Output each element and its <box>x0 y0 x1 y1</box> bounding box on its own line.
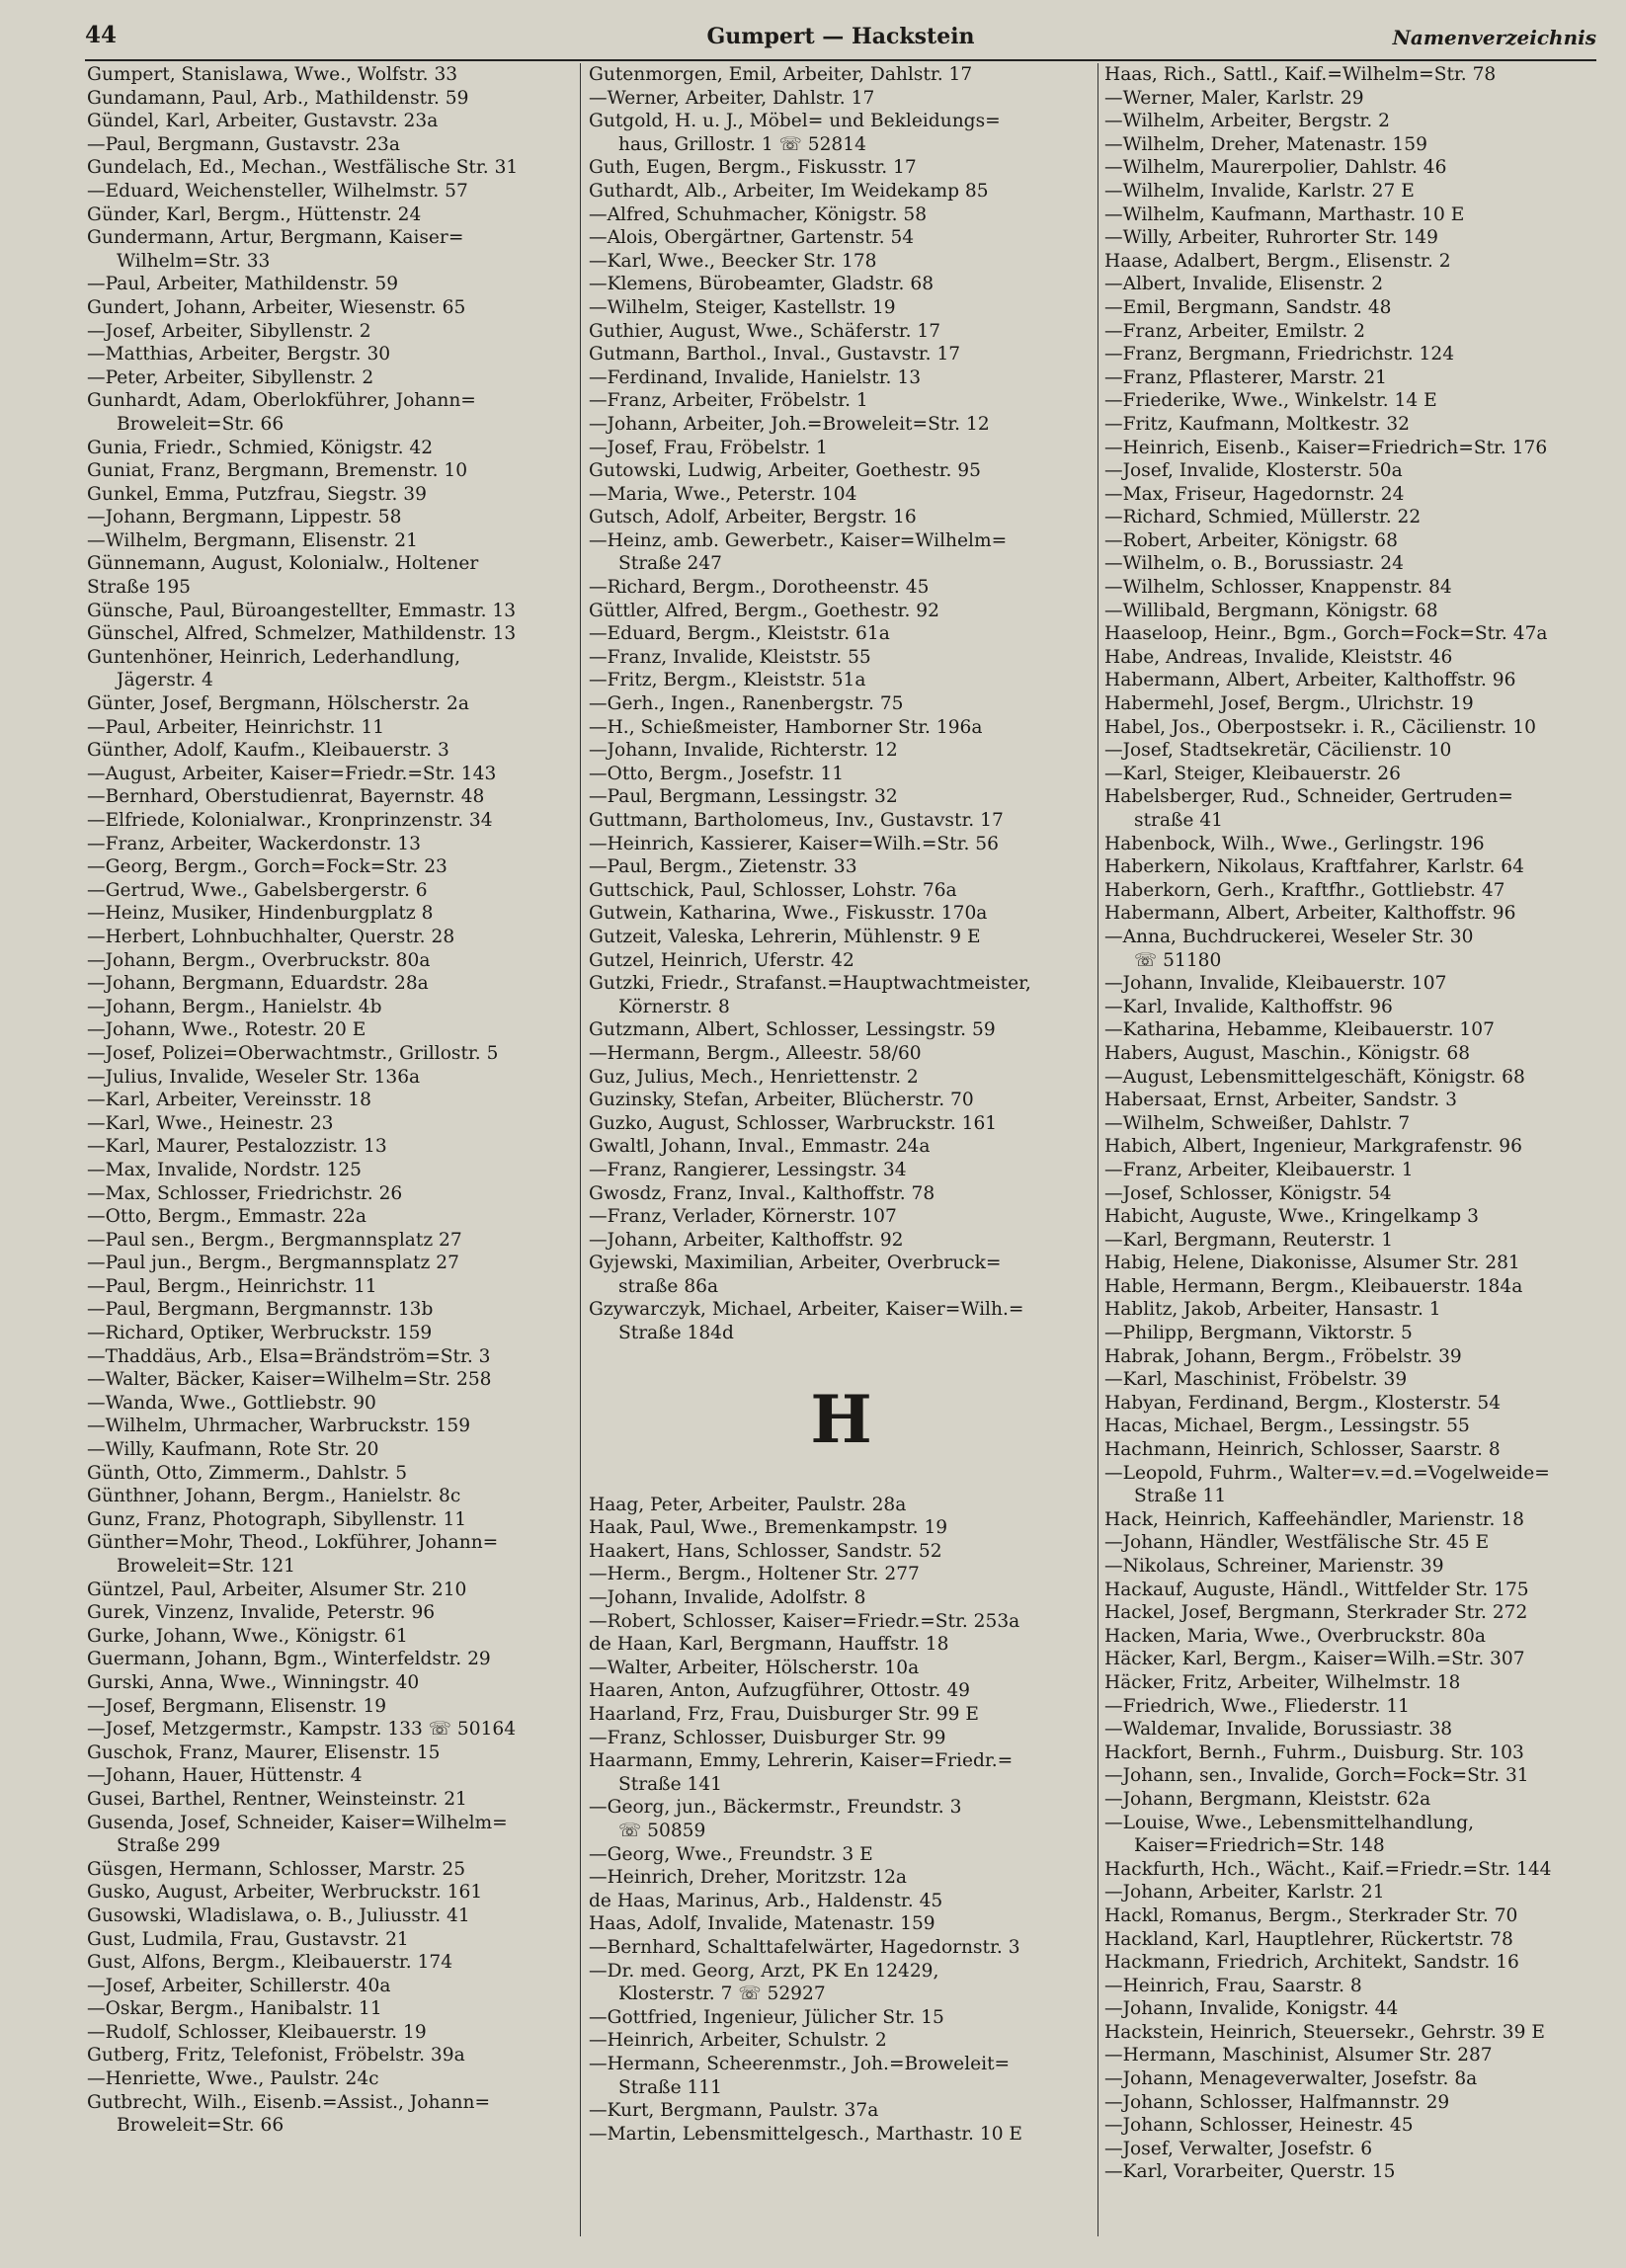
directory-entry: —Karl, Steiger, Kleibauerstr. 26 <box>1104 763 1401 784</box>
directory-entry: —Maria, Wwe., Peterstr. 104 <box>589 483 857 505</box>
directory-entry: —Thaddäus, Arb., Elsa=Brändström=Str. 3 <box>87 1345 491 1367</box>
directory-entry: Hackfurth, Hch., Wächt., Kaif.=Friedr.=Str. 144 <box>1104 1858 1552 1880</box>
directory-entry: Günsche, Paul, Büroangestellter, Emmastr. 13 <box>87 600 517 621</box>
directory-entry: —Henriette, Wwe., Paulstr. 24c <box>87 2068 379 2090</box>
column-1 <box>83 63 581 2236</box>
directory-entry: —Walter, Bäcker, Kaiser=Wilhelm=Str. 258 <box>87 1369 492 1391</box>
entry-list <box>1100 63 1612 2184</box>
directory-entry: Broweleit=Str. 121 <box>117 1556 295 1577</box>
directory-entry: straße 41 <box>1134 810 1223 831</box>
directory-entry: —Heinz, amb. Gewerbetr., Kaiser=Wilhelm= <box>589 529 1008 551</box>
directory-entry: Habe, Andreas, Invalide, Kleiststr. 46 <box>1104 646 1453 668</box>
directory-entry: —Johann, Menageverwalter, Josefstr. 8a <box>1104 2068 1478 2090</box>
directory-entry: Guthier, August, Wwe., Schäferstr. 17 <box>589 320 941 342</box>
directory-entry: —Franz, Bergmann, Friedrichstr. 124 <box>1104 344 1455 365</box>
column-2 <box>585 63 1098 2236</box>
directory-entry: Gutsch, Adolf, Arbeiter, Bergstr. 16 <box>589 507 917 528</box>
directory-entry: Haberkorn, Gerh., Kraftfhr., Gottliebstr. 47 <box>1104 879 1505 901</box>
directory-entry: Hachmann, Heinrich, Schlosser, Saarstr. 8 <box>1104 1439 1501 1461</box>
directory-entry: —Paul, Arbeiter, Mathildenstr. 59 <box>87 274 399 295</box>
directory-entry: —Josef, Bergmann, Elisenstr. 19 <box>87 1695 387 1717</box>
directory-entry: —Georg, jun., Bäckermstr., Freundstr. 3 <box>589 1797 962 1819</box>
directory-entry: Gunz, Franz, Photograph, Sibyllenstr. 11 <box>87 1508 467 1530</box>
directory-entry: —Hermann, Maschinist, Alsumer Str. 287 <box>1104 2045 1493 2066</box>
directory-entry: —Philipp, Bergmann, Viktorstr. 5 <box>1104 1323 1413 1344</box>
directory-entry: —Richard, Optiker, Werbruckstr. 159 <box>87 1323 433 1344</box>
directory-entry: Gust, Ludmila, Frau, Gustavstr. 21 <box>87 1928 409 1950</box>
entry-list <box>83 63 580 2138</box>
directory-entry: Gutmann, Barthol., Inval., Gustavstr. 17 <box>589 344 961 365</box>
directory-entry: Habyan, Ferdinand, Bergm., Klosterstr. 54 <box>1104 1392 1502 1414</box>
directory-entry: Guschok, Franz, Maurer, Elisenstr. 15 <box>87 1742 441 1763</box>
directory-entry: —Alois, Obergärtner, Gartenstr. 54 <box>589 227 915 249</box>
directory-entry: —Wilhelm, Invalide, Karlstr. 27 E <box>1104 180 1415 202</box>
page-number: 44 <box>85 22 118 48</box>
directory-entry: —Albert, Invalide, Elisenstr. 2 <box>1104 274 1384 295</box>
directory-entry: Gutzeit, Valeska, Lehrerin, Mühlenstr. 9 E <box>589 926 981 947</box>
directory-entry: —Karl, Bergmann, Reuterstr. 1 <box>1104 1229 1394 1251</box>
directory-entry: —Josef, Arbeiter, Sibyllenstr. 2 <box>87 320 371 342</box>
directory-entry: Habich, Albert, Ingenieur, Markgrafenstr. 96 <box>1104 1136 1522 1158</box>
directory-entry: Guz, Julius, Mech., Henriettenstr. 2 <box>589 1066 919 1088</box>
directory-entry: —Julius, Invalide, Weseler Str. 136a <box>87 1066 421 1088</box>
directory-entry: Hable, Hermann, Bergm., Kleibauerstr. 184a <box>1104 1275 1523 1297</box>
directory-entry: —Heinrich, Dreher, Moritzstr. 12a <box>589 1867 907 1889</box>
directory-entry: —Willibald, Bergmann, Königstr. 68 <box>1104 600 1438 621</box>
directory-entry: Gutenmorgen, Emil, Arbeiter, Dahlstr. 17 <box>589 64 973 85</box>
directory-entry: Gundelach, Ed., Mechan., Westfälische Str. 31 <box>87 157 519 179</box>
directory-entry: —Heinrich, Frau, Saarstr. 8 <box>1104 1975 1362 1996</box>
directory-entry: —Wilhelm, Maurerpolier, Dahlstr. 46 <box>1104 157 1447 179</box>
directory-entry: —Otto, Bergm., Josefstr. 11 <box>589 763 845 784</box>
directory-entry: Gyjewski, Maximilian, Arbeiter, Overbruck= <box>589 1253 1002 1274</box>
directory-entry: Klosterstr. 7 ☏ 52927 <box>618 1984 826 2005</box>
directory-entry: —Friederike, Wwe., Winkelstr. 14 E <box>1104 390 1437 412</box>
directory-entry: —Ferdinand, Invalide, Hanielstr. 13 <box>589 366 922 388</box>
directory-entry: ☏ 51180 <box>1134 949 1222 971</box>
directory-entry: —Gerh., Ingen., Ranenbergstr. 75 <box>589 693 904 715</box>
directory-entry: Güsgen, Hermann, Schlosser, Marstr. 25 <box>87 1858 466 1880</box>
directory-entry: Habenbock, Wilh., Wwe., Gerlingstr. 196 <box>1104 833 1485 854</box>
directory-entry: Guzinsky, Stefan, Arbeiter, Blücherstr. 70 <box>589 1090 974 1111</box>
directory-entry: haus, Grillostr. 1 ☏ 52814 <box>618 133 866 155</box>
directory-entry: —Alfred, Schuhmacher, Königstr. 58 <box>589 203 928 225</box>
directory-entry: Gwosdz, Franz, Inval., Kalthoffstr. 78 <box>589 1182 935 1204</box>
directory-entry: —Max, Friseur, Hagedornstr. 24 <box>1104 483 1405 505</box>
directory-entry: Haakert, Hans, Schlosser, Sandstr. 52 <box>589 1540 942 1562</box>
directory-entry: —Richard, Bergm., Dorotheenstr. 45 <box>589 577 930 599</box>
directory-entry: Häcker, Fritz, Arbeiter, Wilhelmstr. 18 <box>1104 1671 1461 1693</box>
directory-entry: Gutberg, Fritz, Telefonist, Fröbelstr. 39a <box>87 2045 465 2066</box>
directory-entry: Haarland, Frz, Frau, Duisburger Str. 99 E <box>589 1704 979 1725</box>
directory-entry: —Fritz, Bergm., Kleiststr. 51a <box>589 670 866 691</box>
directory-entry: —Anna, Buchdruckerei, Weseler Str. 30 <box>1104 926 1474 947</box>
directory-entry: —Karl, Wwe., Beecker Str. 178 <box>589 250 877 272</box>
directory-entry: Hack, Heinrich, Kaffeehändler, Marienstr. 18 <box>1104 1508 1525 1530</box>
directory-entry: —Franz, Pflasterer, Marstr. 21 <box>1104 366 1387 388</box>
directory-entry: Habel, Jos., Oberpostsekr. i. R., Cäcilienstr. 10 <box>1104 716 1536 738</box>
directory-entry: Gutowski, Ludwig, Arbeiter, Goethestr. 95 <box>589 460 981 482</box>
directory-entry: —Peter, Arbeiter, Sibyllenstr. 2 <box>87 366 374 388</box>
directory-entry: Günthner, Johann, Bergm., Hanielstr. 8c <box>87 1486 461 1507</box>
directory-entry: —Oskar, Bergm., Hanibalstr. 11 <box>87 1998 382 2020</box>
directory-entry: Gusowski, Wladislawa, o. B., Juliusstr. 41 <box>87 1904 470 1926</box>
directory-entry: Hackel, Josef, Bergmann, Sterkrader Str. 272 <box>1104 1602 1528 1624</box>
directory-entry: Habrak, Johann, Bergm., Fröbelstr. 39 <box>1104 1345 1462 1367</box>
directory-entry: —Johann, Wwe., Rotestr. 20 E <box>87 1019 366 1041</box>
directory-entry: Habermann, Albert, Arbeiter, Kalthoffstr. 96 <box>1104 903 1516 925</box>
directory-entry: Gwaltl, Johann, Inval., Emmastr. 24a <box>589 1136 931 1158</box>
directory-entry: —Wilhelm, Steiger, Kastellstr. 19 <box>589 296 896 318</box>
directory-entry: —Johann, Bergmann, Eduardstr. 28a <box>87 973 429 995</box>
directory-entry: Haaseloop, Heinr., Bgm., Gorch=Fock=Str. 47a <box>1104 623 1548 645</box>
directory-entry: Straße 195 <box>87 577 192 599</box>
directory-entry: —Franz, Arbeiter, Fröbelstr. 1 <box>589 390 868 412</box>
directory-entry: —Karl, Wwe., Heinestr. 23 <box>87 1112 334 1134</box>
directory-entry: Gzywarczyk, Michael, Arbeiter, Kaiser=Wilh.= <box>589 1299 1024 1321</box>
directory-entry: —Kurt, Bergmann, Paulstr. 37a <box>589 2100 879 2122</box>
directory-entry: —Johann, Invalide, Adolfstr. 8 <box>589 1587 866 1609</box>
directory-entry: Haase, Adalbert, Bergm., Elisenstr. 2 <box>1104 250 1451 272</box>
directory-entry: —Karl, Vorarbeiter, Querstr. 15 <box>1104 2161 1396 2183</box>
directory-entry: —Elfriede, Kolonialwar., Kronprinzenstr. 34 <box>87 810 493 831</box>
directory-entry: —Louise, Wwe., Lebensmittelhandlung, <box>1104 1812 1475 1833</box>
page-header <box>85 20 1596 61</box>
directory-entry: —Walter, Arbeiter, Hölscherstr. 10a <box>589 1657 920 1678</box>
directory-entry: Gundermann, Artur, Bergmann, Kaiser= <box>87 227 464 249</box>
directory-entry: —Karl, Arbeiter, Vereinsstr. 18 <box>87 1090 371 1111</box>
directory-entry: —Wilhelm, Schlosser, Knappenstr. 84 <box>1104 577 1452 599</box>
directory-entry: Günther=Mohr, Theod., Lokführer, Johann= <box>87 1532 499 1554</box>
directory-entry: ☏ 50859 <box>618 1820 706 1841</box>
directory-entry: —Johann, Arbeiter, Karlstr. 21 <box>1104 1882 1385 1904</box>
directory-entry: —Emil, Bergmann, Sandstr. 48 <box>1104 296 1392 318</box>
directory-entry: —Rudolf, Schlosser, Kleibauerstr. 19 <box>87 2021 427 2043</box>
directory-entry: Gundamann, Paul, Arb., Mathildenstr. 59 <box>87 87 469 109</box>
directory-entry: Habersaat, Ernst, Arbeiter, Sandstr. 3 <box>1104 1090 1457 1111</box>
directory-entry: Güntzel, Paul, Arbeiter, Alsumer Str. 210 <box>87 1579 467 1600</box>
directory-entry: —Bernhard, Schalttafelwärter, Hagedornstr. 3 <box>589 1936 1020 1958</box>
directory-entry: Gutzel, Heinrich, Uferstr. 42 <box>589 949 854 971</box>
directory-entry: Straße 111 <box>618 2076 723 2098</box>
directory-entry: —Martin, Lebensmittelgesch., Marthastr. 10 E <box>589 2123 1023 2145</box>
directory-entry: —Johann, sen., Invalide, Gorch=Fock=Str. 31 <box>1104 1765 1529 1787</box>
directory-entry: Guniat, Franz, Bergmann, Bremenstr. 10 <box>87 460 468 482</box>
directory-entry: —Franz, Arbeiter, Wackerdonstr. 13 <box>87 833 421 854</box>
directory-entry: Guzko, August, Schlosser, Warbruckstr. 161 <box>589 1112 998 1134</box>
directory-entry: Haak, Paul, Wwe., Bremenkampstr. 19 <box>589 1517 948 1539</box>
directory-entry: —Georg, Wwe., Freundstr. 3 E <box>589 1843 873 1865</box>
directory-entry: —Hermann, Scheerenmstr., Joh.=Broweleit= <box>589 2053 1011 2074</box>
directory-entry: —Klemens, Bürobeamter, Gladstr. 68 <box>589 274 935 295</box>
directory-entry: —Wilhelm, Arbeiter, Bergstr. 2 <box>1104 111 1390 132</box>
directory-entry: —Josef, Schlosser, Königstr. 54 <box>1104 1182 1392 1204</box>
directory-entry: Guntenhöner, Heinrich, Lederhandlung, <box>87 646 461 668</box>
directory-entry: —Paul, Bergm., Zietenstr. 33 <box>589 856 857 878</box>
directory-entry: Gurke, Johann, Wwe., Königstr. 61 <box>87 1625 408 1647</box>
directory-entry: Habig, Helene, Diakonisse, Alsumer Str. 281 <box>1104 1253 1520 1274</box>
directory-entry: de Haas, Marinus, Arb., Haldenstr. 45 <box>589 1890 943 1911</box>
directory-entry: Güttler, Alfred, Bergm., Goethestr. 92 <box>589 600 939 621</box>
directory-entry: —Heinrich, Kassierer, Kaiser=Wilh.=Str. 56 <box>589 833 999 854</box>
directory-entry: —Fritz, Kaufmann, Moltkestr. 32 <box>1104 413 1411 435</box>
directory-entry: Gurski, Anna, Wwe., Winningstr. 40 <box>87 1671 420 1693</box>
directory-entry: Gutzki, Friedr., Strafanst.=Hauptwachtmeister, <box>589 973 1031 995</box>
directory-entry: —Friedrich, Wwe., Fliederstr. 11 <box>1104 1695 1410 1717</box>
directory-entry: Habers, August, Maschin., Königstr. 68 <box>1104 1042 1471 1064</box>
directory-entry: —Franz, Verlader, Körnerstr. 107 <box>589 1206 897 1228</box>
directory-entry: —Josef, Invalide, Klosterstr. 50a <box>1104 460 1403 482</box>
directory-entry: —Wilhelm, Kaufmann, Marthastr. 10 E <box>1104 203 1465 225</box>
directory-entry: Broweleit=Str. 66 <box>117 2115 285 2137</box>
directory-entry: —Johann, Arbeiter, Joh.=Broweleit=Str. 12 <box>589 413 990 435</box>
directory-entry: Haas, Rich., Sattl., Kaif.=Wilhelm=Str. 78 <box>1104 64 1497 85</box>
directory-entry: Haas, Adolf, Invalide, Matenastr. 159 <box>589 1913 935 1935</box>
directory-entry: —Heinrich, Arbeiter, Schulstr. 2 <box>589 2030 887 2052</box>
directory-entry: —Johann, Invalide, Konigstr. 44 <box>1104 1998 1399 2020</box>
directory-entry: —Wilhelm, Schweißer, Dahlstr. 7 <box>1104 1112 1411 1134</box>
directory-entry: —Werner, Maler, Karlstr. 29 <box>1104 87 1364 109</box>
directory-entry: Guthardt, Alb., Arbeiter, Im Weidekamp 85 <box>589 180 989 202</box>
directory-entry: —Georg, Bergm., Gorch=Fock=Str. 23 <box>87 856 447 878</box>
directory-entry: Gutzmann, Albert, Schlosser, Lessingstr. 59 <box>589 1019 996 1041</box>
directory-entry: Günter, Josef, Bergmann, Hölscherstr. 2a <box>87 693 469 715</box>
directory-entry: Gusenda, Josef, Schneider, Kaiser=Wilhelm= <box>87 1812 508 1833</box>
directory-entry: Habermehl, Josef, Bergm., Ulrichstr. 19 <box>1104 693 1474 715</box>
directory-entry: Hackland, Karl, Hauptlehrer, Rückertstr. 78 <box>1104 1928 1513 1950</box>
directory-entry: —Josef, Polizei=Oberwachtmstr., Grillostr. 5 <box>87 1042 499 1064</box>
directory-entry: —Paul, Bergm., Heinrichstr. 11 <box>87 1275 377 1297</box>
directory-entry: —August, Lebensmittelgeschäft, Königstr. 68 <box>1104 1066 1525 1088</box>
directory-entry: Hackmann, Friedrich, Architekt, Sandstr. 16 <box>1104 1952 1519 1974</box>
directory-entry: —Paul sen., Bergm., Bergmannsplatz 27 <box>87 1229 462 1251</box>
directory-entry: Straße 247 <box>618 553 723 575</box>
directory-entry: —Karl, Invalide, Kalthoffstr. 96 <box>1104 996 1393 1017</box>
directory-entry: Straße 299 <box>117 1835 221 1857</box>
directory-entry: Hackl, Romanus, Bergm., Sterkrader Str. 70 <box>1104 1904 1518 1926</box>
directory-entry: Haaren, Anton, Aufzugführer, Ottostr. 49 <box>589 1680 971 1702</box>
directory-entry: Straße 184d <box>618 1323 734 1344</box>
directory-entry: —Dr. med. Georg, Arzt, PK En 12429, <box>589 1960 939 1982</box>
directory-entry: Gutbrecht, Wilh., Eisenb.=Assist., Johann= <box>87 2091 491 2113</box>
directory-entry: —H., Schießmeister, Hamborner Str. 196a <box>589 716 983 738</box>
directory-entry: —Herm., Bergm., Holtener Str. 277 <box>589 1564 920 1585</box>
directory-entry: —Franz, Invalide, Kleiststr. 55 <box>589 646 871 668</box>
directory-entry: —Robert, Arbeiter, Königstr. 68 <box>1104 529 1398 551</box>
directory-entry: Hacas, Michael, Bergm., Lessingstr. 55 <box>1104 1416 1470 1437</box>
directory-entry: —Franz, Arbeiter, Emilstr. 2 <box>1104 320 1365 342</box>
directory-entry: —Johann, Invalide, Kleibauerstr. 107 <box>1104 973 1447 995</box>
directory-entry: —Wilhelm, Bergmann, Elisenstr. 21 <box>87 529 418 551</box>
section-title: Namenverzeichnis <box>1392 26 1596 49</box>
directory-entry: Kaiser=Friedrich=Str. 148 <box>1134 1835 1385 1857</box>
directory-entry: Körnerstr. 8 <box>618 996 730 1017</box>
directory-entry: —Josef, Metzgermstr., Kampstr. 133 ☏ 50164 <box>87 1719 517 1741</box>
directory-entry: Jägerstr. 4 <box>117 670 213 691</box>
directory-entry: —Franz, Arbeiter, Kleibauerstr. 1 <box>1104 1159 1414 1180</box>
directory-entry: Gusei, Barthel, Rentner, Weinsteinstr. 21 <box>87 1788 467 1810</box>
directory-entry: —Gertrud, Wwe., Gabelsbergerstr. 6 <box>87 879 428 901</box>
directory-entry: Hablitz, Jakob, Arbeiter, Hansastr. 1 <box>1104 1299 1441 1321</box>
directory-entry: —Wilhelm, Dreher, Matenastr. 159 <box>1104 133 1427 155</box>
directory-entry: Haberkern, Nikolaus, Kraftfahrer, Karlstr. 64 <box>1104 856 1524 878</box>
directory-entry: Günschel, Alfred, Schmelzer, Mathildenstr. 13 <box>87 623 517 645</box>
directory-entry: de Haan, Karl, Bergmann, Hauffstr. 18 <box>589 1634 949 1656</box>
directory-entry: Guttschick, Paul, Schlosser, Lohstr. 76a <box>589 879 957 901</box>
directory-entry: —Bernhard, Oberstudienrat, Bayernstr. 48 <box>87 786 485 808</box>
directory-entry: —Otto, Bergm., Emmastr. 22a <box>87 1206 366 1228</box>
directory-entry: —Waldemar, Invalide, Borussiastr. 38 <box>1104 1719 1453 1741</box>
directory-entry: —Johann, Schlosser, Halfmannstr. 29 <box>1104 2091 1450 2113</box>
page-title: Gumpert — Hackstein <box>706 24 975 49</box>
directory-entry: Wilhelm=Str. 33 <box>117 250 271 272</box>
directory-entry: —Wilhelm, Uhrmacher, Warbruckstr. 159 <box>87 1416 471 1437</box>
directory-entry: —Katharina, Hebamme, Kleibauerstr. 107 <box>1104 1019 1495 1041</box>
directory-entry: Guttmann, Bartholomeus, Inv., Gustavstr. 17 <box>589 810 1004 831</box>
directory-entry: —Werner, Arbeiter, Dahlstr. 17 <box>589 87 875 109</box>
directory-entry: —August, Arbeiter, Kaiser=Friedr.=Str. 143 <box>87 763 497 784</box>
directory-entry: Gusko, August, Arbeiter, Werbruckstr. 161 <box>87 1882 483 1904</box>
directory-entry: —Willy, Arbeiter, Ruhrorter Str. 149 <box>1104 227 1438 249</box>
directory-entry: —Heinrich, Eisenb., Kaiser=Friedrich=Str. 176 <box>1104 437 1548 458</box>
directory-entry: —Johann, Invalide, Richterstr. 12 <box>589 740 898 762</box>
directory-entry: Habermann, Albert, Arbeiter, Kalthoffstr. 96 <box>1104 670 1516 691</box>
directory-entry: —Nikolaus, Schreiner, Marienstr. 39 <box>1104 1556 1444 1577</box>
directory-entry: —Max, Invalide, Nordstr. 125 <box>87 1159 362 1180</box>
directory-entry: —Robert, Schlosser, Kaiser=Friedr.=Str. 253a <box>589 1610 1020 1632</box>
directory-entry: Broweleit=Str. 66 <box>117 413 285 435</box>
directory-entry: —Franz, Schlosser, Duisburger Str. 99 <box>589 1727 946 1748</box>
directory-entry: —Paul, Bergmann, Gustavstr. 23a <box>87 133 400 155</box>
directory-entry: —Johann, Schlosser, Heinestr. 45 <box>1104 2115 1414 2137</box>
directory-entry: —Paul, Bergmann, Lessingstr. 32 <box>589 786 898 808</box>
directory-entry: Hacken, Maria, Wwe., Overbruckstr. 80a <box>1104 1625 1486 1647</box>
directory-entry: —Johann, Bergmann, Kleiststr. 62a <box>1104 1788 1431 1810</box>
directory-entry: —Wanda, Wwe., Gottliebstr. 90 <box>87 1392 376 1414</box>
directory-entry: —Wilhelm, o. B., Borussiastr. 24 <box>1104 553 1404 575</box>
directory-entry: —Hermann, Bergm., Alleestr. 58/60 <box>589 1042 922 1064</box>
directory-entry: —Johann, Bergm., Overbruckstr. 80a <box>87 949 431 971</box>
directory-entry: —Max, Schlosser, Friedrichstr. 26 <box>87 1182 403 1204</box>
directory-entry: Günth, Otto, Zimmerm., Dahlstr. 5 <box>87 1462 408 1484</box>
directory-entry: Gumpert, Stanislawa, Wwe., Wolfstr. 33 <box>87 64 458 85</box>
directory-entry: Günther, Adolf, Kaufm., Kleibauerstr. 3 <box>87 740 449 762</box>
directory-entry: —Johann, Bergm., Hanielstr. 4b <box>87 996 382 1017</box>
directory-entry: Guermann, Johann, Bgm., Winterfeldstr. 29 <box>87 1649 491 1670</box>
directory-entry: Gust, Alfons, Bergm., Kleibauerstr. 174 <box>87 1952 453 1974</box>
directory-entry: —Josef, Arbeiter, Schillerstr. 40a <box>87 1975 391 1996</box>
directory-entry: Gunkel, Emma, Putzfrau, Siegstr. 39 <box>87 483 427 505</box>
directory-entry: —Franz, Rangierer, Lessingstr. 34 <box>589 1159 907 1180</box>
directory-entry: Habelsberger, Rud., Schneider, Gertruden= <box>1104 786 1513 808</box>
column-3 <box>1100 63 1612 2236</box>
directory-entry: —Karl, Maurer, Pestalozzistr. 13 <box>87 1136 387 1158</box>
directory-entry: —Leopold, Fuhrm., Walter=v.=d.=Vogelweide= <box>1104 1462 1550 1484</box>
directory-entry: —Herbert, Lohnbuchhalter, Querstr. 28 <box>87 926 455 947</box>
directory-entry: —Karl, Maschinist, Fröbelstr. 39 <box>1104 1369 1408 1391</box>
directory-entry: Günnemann, August, Kolonialw., Holtener <box>87 553 479 575</box>
directory-entry: —Johann, Hauer, Hüttenstr. 4 <box>87 1765 363 1787</box>
directory-entry: —Gottfried, Ingenieur, Jülicher Str. 15 <box>589 2006 944 2028</box>
directory-entry: —Paul, Arbeiter, Heinrichstr. 11 <box>87 716 385 738</box>
directory-entry: —Johann, Händler, Westfälische Str. 45 E <box>1104 1532 1490 1554</box>
directory-entry: Gunhardt, Adam, Oberlokführer, Johann= <box>87 390 476 412</box>
entry-list <box>585 1494 1098 2146</box>
directory-entry: Hackstein, Heinrich, Steuersekr., Gehrstr. 39 E <box>1104 2021 1545 2043</box>
section-letter: H <box>810 1380 872 1458</box>
directory-entry: Gutwein, Katharina, Wwe., Fiskusstr. 170a <box>589 903 988 925</box>
directory-entry: —Josef, Frau, Fröbelstr. 1 <box>589 437 828 458</box>
directory-entry: —Johann, Bergmann, Lippestr. 58 <box>87 507 402 528</box>
directory-entry: Haarmann, Emmy, Lehrerin, Kaiser=Friedr.= <box>589 1750 1014 1772</box>
directory-entry: Günder, Karl, Bergm., Hüttenstr. 24 <box>87 203 422 225</box>
directory-entry: straße 86a <box>618 1275 719 1297</box>
directory-entry: Habicht, Auguste, Wwe., Kringelkamp 3 <box>1104 1206 1479 1228</box>
directory-entry: Hackfort, Bernh., Fuhrm., Duisburg. Str. 103 <box>1104 1742 1524 1763</box>
directory-entry: Gunia, Friedr., Schmied, Königstr. 42 <box>87 437 434 458</box>
directory-entry: —Josef, Verwalter, Josefstr. 6 <box>1104 2138 1373 2159</box>
directory-entry: —Paul, Bergmann, Bergmannstr. 13b <box>87 1299 434 1321</box>
directory-entry: Gutgold, H. u. J., Möbel= und Bekleidungs= <box>589 111 1001 132</box>
directory-entry: —Josef, Stadtsekretär, Cäcilienstr. 10 <box>1104 740 1452 762</box>
directory-entry: Gundert, Johann, Arbeiter, Wiesenstr. 65 <box>87 296 466 318</box>
directory-entry: Guth, Eugen, Bergm., Fiskusstr. 17 <box>589 157 917 179</box>
directory-entry: Hackauf, Auguste, Händl., Wittfelder Str. 175 <box>1104 1579 1529 1600</box>
directory-entry: —Heinz, Musiker, Hindenburgplatz 8 <box>87 903 434 925</box>
directory-entry: Haag, Peter, Arbeiter, Paulstr. 28a <box>589 1494 907 1515</box>
directory-entry: Gündel, Karl, Arbeiter, Gustavstr. 23a <box>87 111 439 132</box>
directory-entry: —Richard, Schmied, Müllerstr. 22 <box>1104 507 1422 528</box>
directory-entry: —Eduard, Bergm., Kleiststr. 61a <box>589 623 890 645</box>
directory-entry: —Eduard, Weichensteller, Wilhelmstr. 57 <box>87 180 468 202</box>
directory-entry: Straße 141 <box>618 1773 723 1795</box>
directory-entry: Häcker, Karl, Bergm., Kaiser=Wilh.=Str. 307 <box>1104 1649 1525 1670</box>
entry-list <box>585 63 1098 1345</box>
directory-entry: —Johann, Arbeiter, Kalthoffstr. 92 <box>589 1229 904 1251</box>
directory-entry: —Willy, Kaufmann, Rote Str. 20 <box>87 1439 379 1461</box>
directory-entry: Gurek, Vinzenz, Invalide, Peterstr. 96 <box>87 1602 436 1624</box>
directory-entry: —Paul jun., Bergm., Bergmannsplatz 27 <box>87 1253 459 1274</box>
directory-entry: —Matthias, Arbeiter, Bergstr. 30 <box>87 344 391 365</box>
directory-entry: Straße 11 <box>1134 1486 1227 1507</box>
